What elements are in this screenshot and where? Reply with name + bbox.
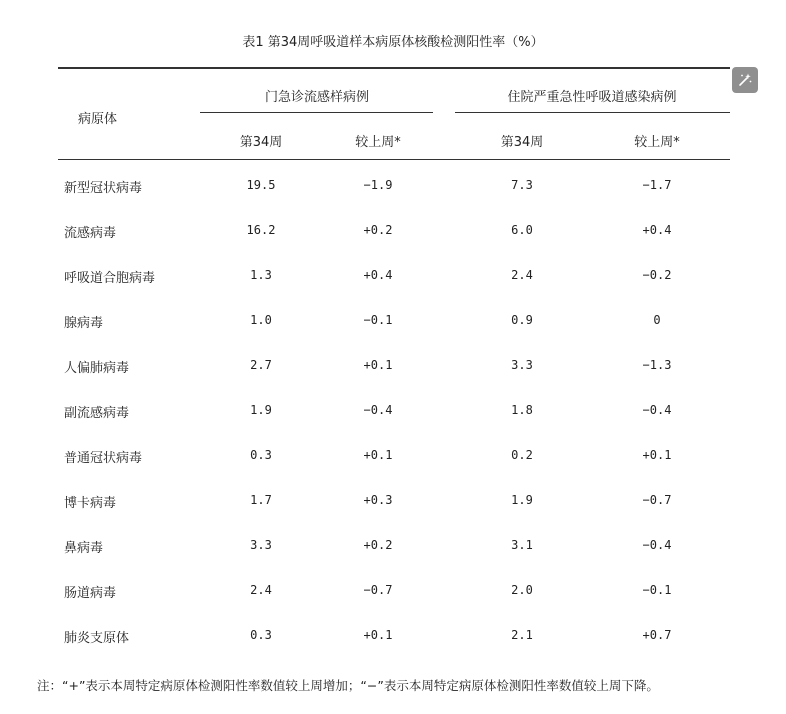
row-value-cell: 0.3 [250, 628, 272, 642]
row-value-cell: 19.5 [246, 178, 276, 192]
header-outpatient: 门急诊流感样病例 [264, 90, 370, 105]
row-pathogen-name: 人偏肺病毒 [64, 361, 130, 376]
row-value-cell: 2.4 [511, 268, 533, 282]
subheader-change-inpatient: 较上周* [634, 135, 680, 150]
row-value-cell: −0.7 [642, 493, 672, 507]
row-value-cell: −0.4 [642, 538, 672, 552]
row-value-cell: 0.3 [250, 448, 272, 462]
row-value-cell: 0 [653, 313, 661, 327]
row-value-cell: +0.1 [642, 448, 672, 462]
row-value-cell: 1.8 [511, 403, 533, 417]
row-pathogen-name: 肺炎支原体 [64, 631, 130, 646]
row-value-cell: 2.1 [511, 628, 533, 642]
row-value-cell: +0.1 [363, 448, 393, 462]
row-value-cell: +0.7 [642, 628, 672, 642]
row-value-cell: +0.3 [363, 493, 393, 507]
row-value-cell: 3.1 [511, 538, 533, 552]
row-pathogen-name: 普通冠状病毒 [64, 451, 143, 466]
row-pathogen-name: 肠道病毒 [64, 586, 117, 601]
row-pathogen-name: 流感病毒 [64, 226, 117, 241]
header-inpatient: 住院严重急性呼吸道感染病例 [507, 90, 677, 105]
row-value-cell: 6.0 [511, 223, 533, 237]
row-value-cell: 3.3 [250, 538, 272, 552]
row-value-cell: −1.7 [642, 178, 672, 192]
group2-underline [455, 112, 730, 113]
row-value-cell: 2.0 [511, 583, 533, 597]
row-value-cell: 7.3 [511, 178, 533, 192]
row-value-cell: −0.4 [642, 403, 672, 417]
subheader-change-outpatient: 较上周* [355, 135, 401, 150]
table-title: 表1 第34周呼吸道样本病原体核酸检测阳性率（%） [242, 35, 544, 50]
subheader-week34-inpatient: 第34周 [500, 135, 544, 150]
subheader-week34-outpatient: 第34周 [239, 135, 283, 150]
row-value-cell: −0.1 [642, 583, 672, 597]
row-value-cell: 2.4 [250, 583, 272, 597]
magic-wand-icon [737, 72, 753, 88]
row-value-cell: 0.2 [511, 448, 533, 462]
row-value-cell: −1.3 [642, 358, 672, 372]
row-value-cell: 0.9 [511, 313, 533, 327]
group1-underline [200, 112, 433, 113]
row-value-cell: 1.9 [250, 403, 272, 417]
row-value-cell: −0.2 [642, 268, 672, 282]
row-value-cell: 16.2 [246, 223, 276, 237]
row-pathogen-name: 副流感病毒 [64, 406, 130, 421]
row-value-cell: +0.1 [363, 358, 393, 372]
row-pathogen-name: 腺病毒 [64, 316, 104, 331]
row-value-cell: 1.9 [511, 493, 533, 507]
row-value-cell: 1.3 [250, 268, 272, 282]
row-pathogen-name: 新型冠状病毒 [64, 181, 143, 196]
row-value-cell: +0.4 [363, 268, 393, 282]
row-value-cell: +0.2 [363, 538, 393, 552]
row-value-cell: 3.3 [511, 358, 533, 372]
row-value-cell: −0.7 [363, 583, 393, 597]
header-rule [58, 159, 730, 160]
row-pathogen-name: 博卡病毒 [64, 496, 117, 511]
row-value-cell: 1.0 [250, 313, 272, 327]
row-value-cell: −0.4 [363, 403, 393, 417]
row-pathogen-name: 鼻病毒 [64, 541, 104, 556]
header-pathogen: 病原体 [78, 112, 118, 127]
magic-wand-button[interactable] [732, 67, 758, 93]
row-value-cell: 2.7 [250, 358, 272, 372]
row-pathogen-name: 呼吸道合胞病毒 [64, 271, 156, 286]
top-rule [58, 67, 730, 69]
row-value-cell: 1.7 [250, 493, 272, 507]
row-value-cell: +0.4 [642, 223, 672, 237]
row-value-cell: +0.1 [363, 628, 393, 642]
footnote: 注：“+”表示本周特定病原体检测阳性率数值较上周增加；“−”表示本周特定病原体检测阳性率数值较上周下降。 [37, 678, 659, 693]
row-value-cell: −1.9 [363, 178, 393, 192]
row-value-cell: +0.2 [363, 223, 393, 237]
row-value-cell: −0.1 [363, 313, 393, 327]
